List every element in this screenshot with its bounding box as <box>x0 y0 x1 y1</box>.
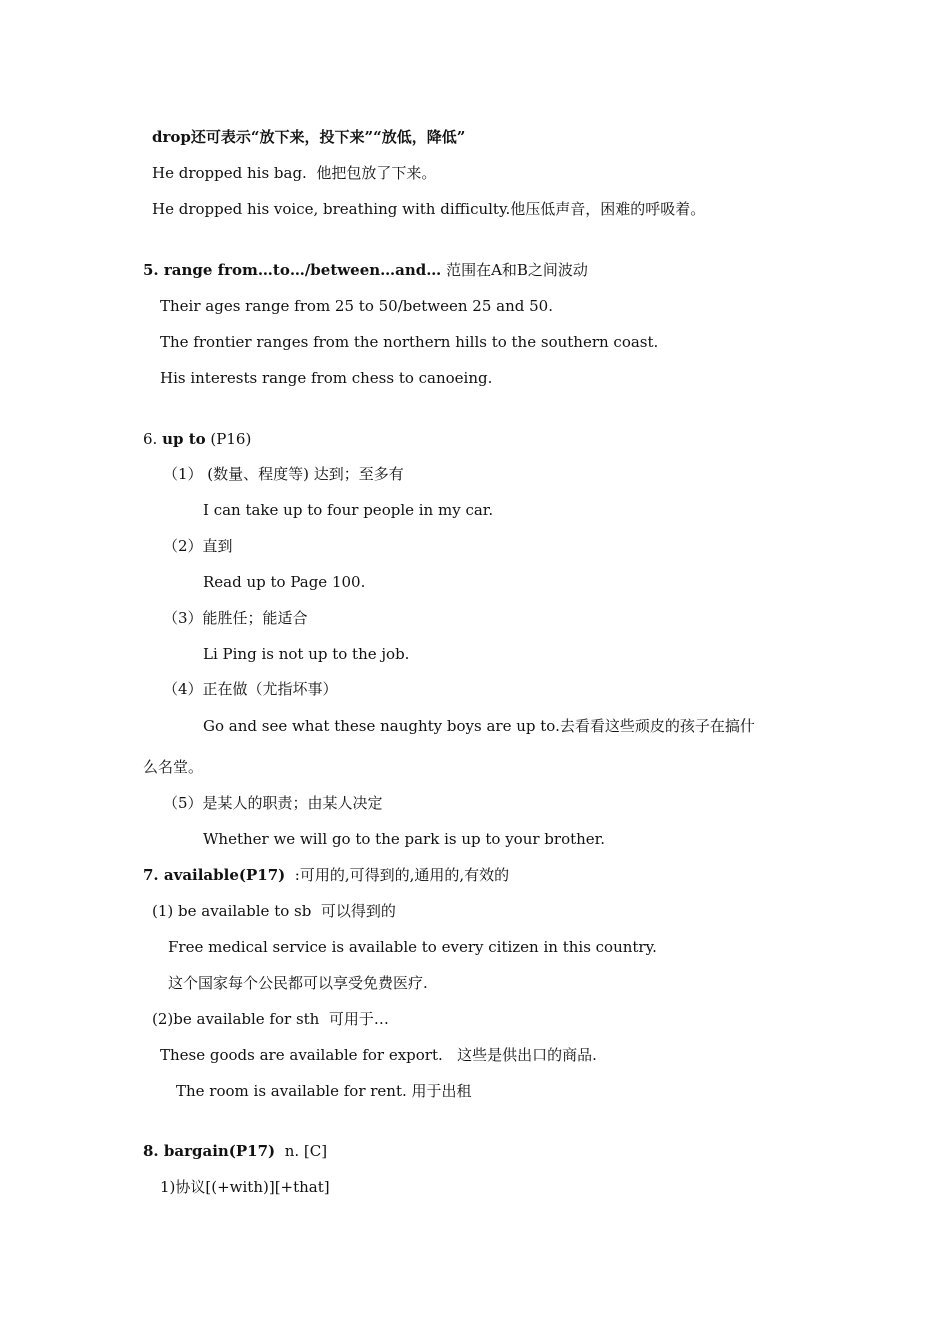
sense-item: （5）是某人的职责；由某人决定 <box>163 794 383 812</box>
section-7-term: 7. available(P17) <box>143 866 286 884</box>
example-line: The room is available for rent. 用于出租 <box>176 1082 472 1100</box>
section-6-heading <box>143 429 251 449</box>
example-line: Their ages range from 25 to 50/between 25 and 50. <box>160 297 553 315</box>
section-5-term: 5. range from…to…/between…and… <box>143 261 442 279</box>
translation-line: 这个国家每个公民都可以享受免费医疗. <box>168 974 428 992</box>
example-line: Free medical service is available to every citizen in this country. <box>168 938 657 956</box>
example-line-continued: 么名堂。 <box>143 758 204 776</box>
example-line: He dropped his voice, breathing with difficulty.他压低声音，困难的呼吸着。 <box>152 200 706 218</box>
section-7-heading <box>143 865 509 885</box>
example-line: Go and see what these naughty boys are up to.去看看这些顽皮的孩子在搞什 <box>203 717 755 735</box>
sense-item: （2）直到 <box>163 537 233 555</box>
example-line: These goods are available for export. 这些是供出口的商品. <box>160 1046 597 1064</box>
sense-item: 1)协议[(+with)][+that] <box>160 1178 330 1196</box>
section-6-number: 6. <box>143 430 163 448</box>
section-6-term: up to <box>162 430 206 448</box>
example-line: Li Ping is not up to the job. <box>203 645 410 663</box>
sense-item: （3）能胜任；能适合 <box>163 609 308 627</box>
heading-drop-meaning: drop还可表示“放下来，投下来”“放低，降低” <box>152 128 466 146</box>
section-5-meaning: 范围在A和B之间波动 <box>441 261 588 279</box>
example-line: Whether we will go to the park is up to your brother. <box>203 830 605 848</box>
sense-item: （1） (数量、程度等) 达到；至多有 <box>163 465 404 483</box>
sense-item: （4）正在做（尤指坏事） <box>163 680 338 698</box>
sense-item: (2)be available for sth 可用于… <box>152 1010 389 1028</box>
section-8-heading <box>143 1141 327 1161</box>
example-line: His interests range from chess to canoeing. <box>160 369 493 387</box>
section-8-pos: n. [C] <box>275 1142 328 1160</box>
section-5-heading <box>143 260 588 280</box>
example-line: I can take up to four people in my car. <box>203 501 494 519</box>
example-line: Read up to Page 100. <box>203 573 366 591</box>
section-8-term: 8. bargain(P17) <box>143 1142 276 1160</box>
example-line: The frontier ranges from the northern hills to the southern coast. <box>160 333 659 351</box>
section-6-page: (P16) <box>205 430 252 448</box>
sense-item: (1) be available to sb 可以得到的 <box>152 902 396 920</box>
example-line: He dropped his bag. 他把包放了下来。 <box>152 164 437 182</box>
section-7-meaning: :可用的,可得到的,通用的,有效的 <box>285 866 510 884</box>
